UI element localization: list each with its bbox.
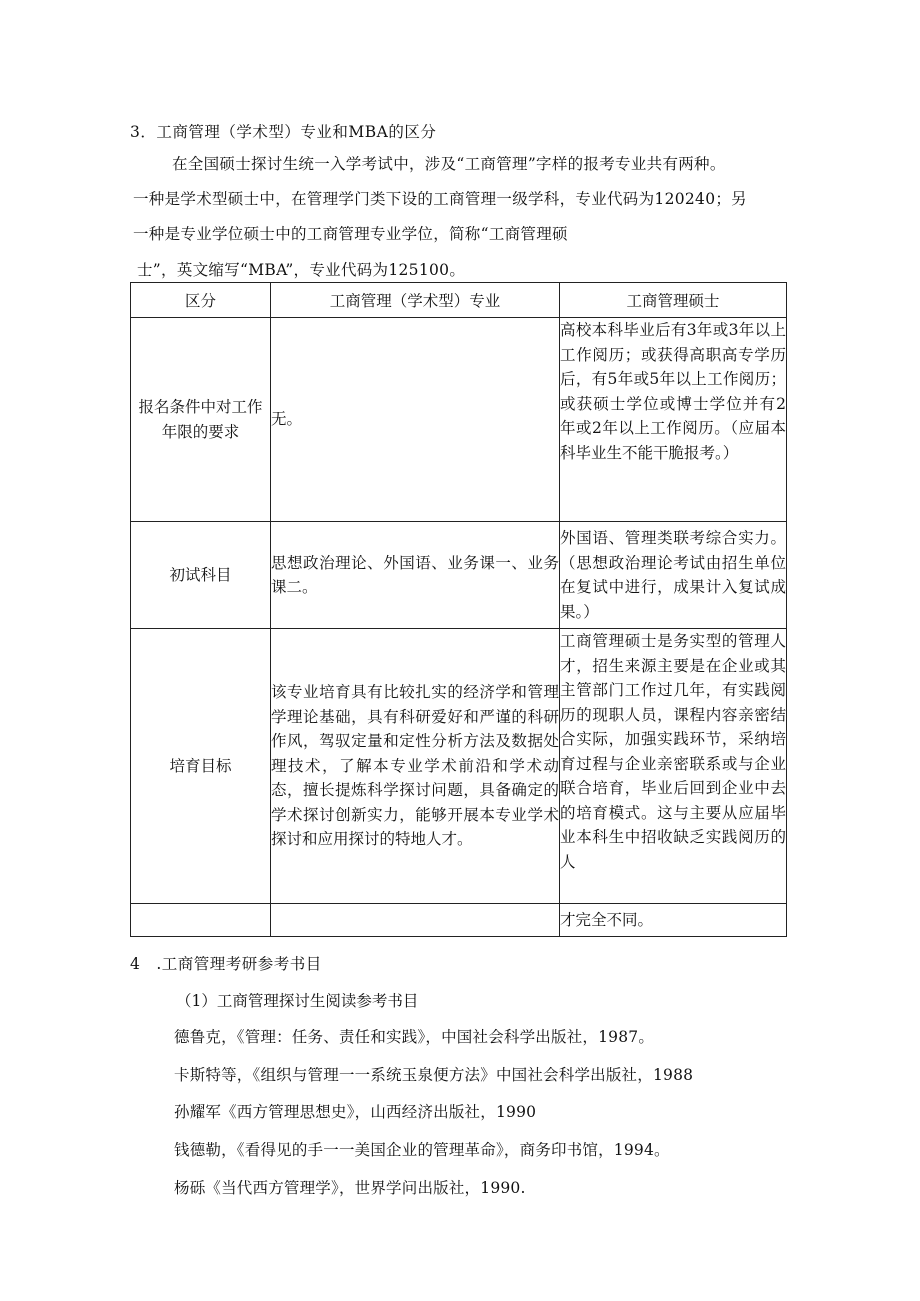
reading-list-subheading: （1）工商管理探讨生阅读参考书目 [176,992,419,1010]
header-mba: 工商管理硕士 [560,283,787,318]
mba-cell: 工商管理硕士是务实型的管理人才，招生来源主要是在企业或其主管部门工作过几年，有实践阅历的现职人员，课程内容亲密结合实际，加强实践环节，采纳培育过程与企业亲密联系或与企业联合培育，毕业后回到企业中去的培育模式。这与主要从应届毕业本科生中招收缺乏实践阅历的人 [560,629,787,904]
mba-cell: 外国语、管理类联考综合实力。（思想政治理论考试由招生单位在复试中进行，成果计入复试成果。） [560,522,787,629]
comparison-table [130,282,787,937]
row-label: 初试科目 [131,522,271,629]
intro-paragraph-line-1: 在全国硕士探讨生统一入学考试中，涉及“工商管理”字样的报考专业共有两种。 [172,155,726,173]
academic-cell: 思想政治理论、外国语、业务课一、业务课二。 [271,522,560,629]
table-row [131,904,787,937]
table-row [131,522,787,629]
row-label [131,904,271,937]
academic-cell: 无。 [271,318,560,522]
table-row [131,629,787,904]
table-row [131,318,787,522]
header-academic: 工商管理（学术型）专业 [271,283,560,318]
section-3-heading: 3．工商管理（学术型）专业和MBA的区分 [130,123,437,141]
list-item: 杨砾《当代西方管理学》，世界学问出版社，1990. [174,1179,526,1197]
row-label: 培育目标 [131,629,271,904]
academic-cell: 该专业培育具有比较扎实的经济学和管理学理论基础，具有科研爱好和严谨的科研作风，驾驭定量和定性分析方法及数据处理技术，了解本专业学术前沿和学术动态，擅长提炼科学探讨问题，具备确定的学术探讨创新实力，能够开展本专业学术探讨和应用探讨的特地人才。 [271,629,560,904]
intro-paragraph-line-3: 一种是专业学位硕士中的工商管理专业学位，简称“工商管理硕 [133,225,568,243]
list-item: 钱德勒，《看得见的手一一美国企业的管理革命》，商务印书馆，1994。 [174,1141,670,1159]
header-category: 区分 [131,283,271,318]
academic-cell [271,904,560,937]
mba-cell: 才完全不同。 [560,904,787,937]
intro-paragraph-line-4: 士”，英文缩写“MBA”，专业代码为125100。 [137,261,466,279]
list-item: 孙耀军《西方管理思想史》，山西经济出版社，1990 [174,1103,537,1121]
section-4-heading: 4 .工商管理考研参考书目 [130,955,322,973]
list-item: 德鲁克，《管理：任务、责任和实践》，中国社会科学出版社，1987。 [174,1028,655,1046]
list-item: 卡斯特等，《组织与管理一一系统玉泉便方法》中国社会科学出版社，1988 [174,1066,694,1084]
intro-paragraph-line-2: 一种是学术型硕士中，在管理学门类下设的工商管理一级学科，专业代码为120240；另 [133,190,747,208]
mba-cell: 高校本科毕业后有3年或3年以上工作阅历；或获得高职高专学历后，有5年或5年以上工作阅历；或获硕士学位或博士学位并有2年或2年以上工作阅历。（应届本科毕业生不能干脆报考。） [560,318,787,522]
row-label: 报名条件中对工作年限的要求 [131,318,271,522]
table-header-row [131,283,787,318]
